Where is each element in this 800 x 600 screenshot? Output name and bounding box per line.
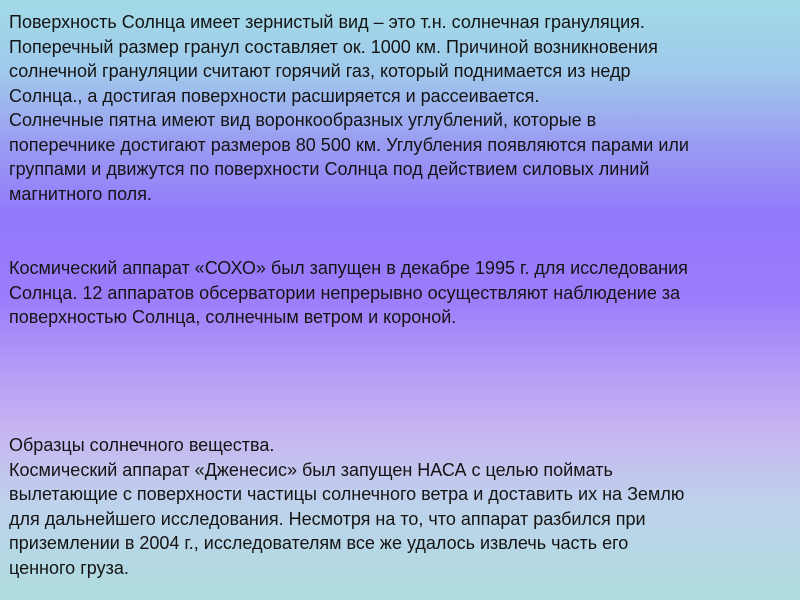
text-line: приземлении в 2004 г., исследователям все же удалось извлечь часть его: [9, 533, 629, 553]
text-line: вылетающие с поверхности частицы солнечного ветра и доставить их на Землю: [9, 484, 685, 504]
text-line: группами и движутся по поверхности Солнца под действием силовых линий: [9, 159, 650, 179]
text-line: Солнца., а достигая поверхности расширяется и рассеивается.: [9, 85, 540, 106]
text-line: солнечной грануляции считают горячий газ, который поднимается из недр: [9, 61, 631, 81]
text-line: для дальнейшего исследования. Несмотря на то, что аппарат разбился при: [9, 508, 646, 529]
text-line: Поверхность Солнца имеет зернистый вид – это т.н. солнечная грануляция.: [9, 12, 645, 32]
text-line: Солнечные пятна имеют вид воронкообразных углублений, которые в: [9, 110, 597, 130]
text-line: Образцы солнечного вещества.: [9, 435, 275, 455]
text-block-solar-surface: [9, 10, 789, 206]
text-line: Солнца. 12 аппаратов обсерватории непрерывно осуществляют наблюдение за: [9, 282, 681, 303]
text-block-genesis: [9, 433, 789, 580]
text-line: Поперечный размер гранул составляет ок. 1000 км. Причиной возникновения: [9, 36, 658, 57]
text-line: Космический аппарат «Дженесис» был запущен НАСА с целью поймать: [9, 459, 613, 480]
text-line: поверхностью Солнца, солнечным ветром и короной.: [9, 307, 457, 327]
text-line: магнитного поля.: [9, 183, 152, 204]
text-block-soho: [9, 256, 789, 330]
text-line: поперечнике достигают размеров 80 500 км. Углубления появляются парами или: [9, 134, 689, 155]
text-line: Космический аппарат «СОХО» был запущен в декабре 1995 г. для исследования: [9, 258, 688, 278]
text-line: ценного груза.: [9, 557, 129, 578]
